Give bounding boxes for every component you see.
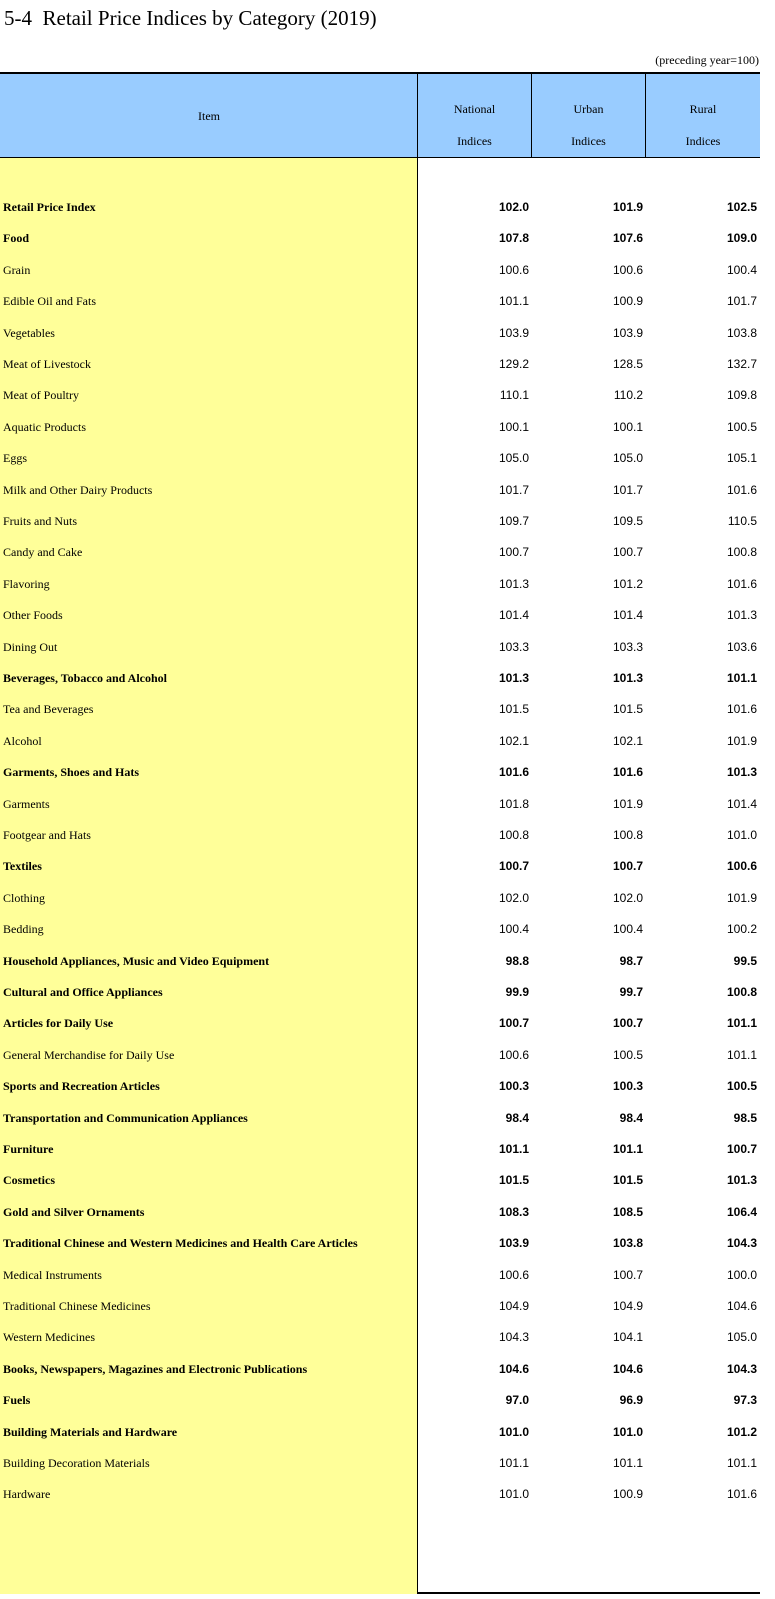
urban-index-cell: 96.9	[619, 1393, 643, 1407]
national-index-cell: 104.3	[498, 1330, 529, 1344]
rural-index-cell: 101.9	[726, 734, 757, 748]
row-label: Bedding	[3, 922, 44, 936]
urban-index-cell: 100.7	[612, 1016, 643, 1030]
header-national-line1: National	[453, 102, 496, 116]
row-label: General Merchandise for Daily Use	[3, 1048, 175, 1062]
table-row	[0, 884, 760, 915]
urban-index-cell: 101.5	[612, 702, 643, 716]
row-label: Textiles	[3, 859, 42, 873]
rural-index-cell: 101.3	[726, 765, 757, 779]
table-row	[0, 790, 760, 821]
row-label: Garments	[3, 797, 50, 811]
rural-index-cell: 110.5	[727, 514, 757, 528]
urban-index-cell: 100.7	[612, 859, 643, 873]
table-row	[0, 381, 760, 412]
row-label: Books, Newspapers, Magazines and Electronic Publications	[3, 1362, 308, 1376]
rural-index-cell: 101.1	[726, 1048, 757, 1062]
row-label: Aquatic Products	[3, 420, 86, 434]
national-index-cell: 101.7	[498, 483, 529, 497]
urban-index-cell: 101.2	[612, 577, 643, 591]
row-label: Milk and Other Dairy Products	[3, 483, 153, 497]
header-rural	[646, 74, 760, 157]
table-row	[0, 821, 760, 852]
table-row	[0, 1418, 760, 1449]
row-label: Meat of Livestock	[3, 357, 91, 371]
row-label: Vegetables	[3, 326, 55, 340]
row-label: Dining Out	[3, 640, 58, 654]
rural-index-cell: 100.2	[726, 922, 757, 936]
urban-index-cell: 105.0	[612, 451, 643, 465]
header-urban-line1: Urban	[573, 102, 604, 116]
national-index-cell: 110.1	[499, 388, 529, 402]
header-national-line2: Indices	[457, 134, 492, 148]
rural-index-cell: 101.2	[726, 1425, 757, 1439]
urban-index-cell: 109.5	[612, 514, 643, 528]
table-row	[0, 444, 760, 475]
rural-index-cell: 101.6	[726, 483, 757, 497]
national-index-cell: 101.0	[498, 1487, 529, 1501]
table-row	[0, 507, 760, 538]
rural-index-cell: 100.8	[726, 545, 757, 559]
table-row	[0, 758, 760, 789]
national-index-cell: 101.3	[498, 671, 529, 685]
national-index-cell: 101.0	[498, 1425, 529, 1439]
urban-index-cell: 100.5	[612, 1048, 643, 1062]
unit-note: (preceding year=100)	[655, 53, 759, 67]
national-index-cell: 104.6	[498, 1362, 529, 1376]
rural-index-cell: 105.0	[726, 1330, 757, 1344]
urban-index-cell: 101.0	[612, 1425, 643, 1439]
row-label: Edible Oil and Fats	[3, 294, 96, 308]
table-row	[0, 633, 760, 664]
table-row	[0, 256, 760, 287]
urban-index-cell: 103.8	[612, 1236, 643, 1250]
urban-index-cell: 104.9	[612, 1299, 643, 1313]
row-label: Sports and Recreation Articles	[3, 1079, 160, 1093]
table-row	[0, 1041, 760, 1072]
table-row	[0, 1135, 760, 1166]
national-index-cell: 98.8	[505, 954, 529, 968]
row-label: Eggs	[3, 451, 27, 465]
table-row	[0, 664, 760, 695]
national-index-cell: 101.5	[498, 702, 529, 716]
rural-index-cell: 104.3	[726, 1362, 757, 1376]
rural-index-cell: 104.3	[726, 1236, 757, 1250]
urban-index-cell: 100.9	[612, 1487, 643, 1501]
urban-index-cell: 100.4	[612, 922, 643, 936]
table-row	[0, 601, 760, 632]
national-index-cell: 129.2	[498, 357, 529, 371]
row-label: Gold and Silver Ornaments	[3, 1205, 145, 1219]
national-index-cell: 100.7	[498, 545, 529, 559]
national-index-cell: 102.0	[498, 200, 529, 214]
row-label: Transportation and Communication Appliances	[3, 1111, 248, 1125]
row-label: Furniture	[3, 1142, 54, 1156]
national-index-cell: 103.9	[498, 1236, 529, 1250]
rural-index-cell: 101.6	[726, 1487, 757, 1501]
row-label: Hardware	[3, 1487, 51, 1501]
urban-index-cell: 110.2	[613, 388, 643, 402]
urban-index-cell: 100.8	[612, 828, 643, 842]
header-item-label: Item	[198, 109, 220, 123]
table-row	[0, 727, 760, 758]
table-row	[0, 1104, 760, 1135]
national-index-cell: 100.1	[498, 420, 529, 434]
row-label: Grain	[3, 263, 31, 277]
national-index-cell: 97.0	[505, 1393, 529, 1407]
rural-index-cell: 100.5	[726, 1079, 757, 1093]
rural-index-cell: 103.8	[726, 326, 757, 340]
urban-index-cell: 100.6	[612, 263, 643, 277]
urban-index-cell: 107.6	[612, 231, 643, 245]
national-index-cell: 101.8	[498, 797, 529, 811]
row-label: Western Medicines	[3, 1330, 96, 1344]
table-row	[0, 224, 760, 255]
national-index-cell: 104.9	[498, 1299, 529, 1313]
row-label: Retail Price Index	[3, 200, 96, 214]
rural-index-cell: 101.4	[726, 797, 757, 811]
national-index-cell: 100.6	[498, 1268, 529, 1282]
rural-index-cell: 100.5	[726, 420, 757, 434]
table-row	[0, 1229, 760, 1260]
urban-index-cell: 104.6	[612, 1362, 643, 1376]
row-label: Cultural and Office Appliances	[3, 985, 163, 999]
row-label: Other Foods	[3, 608, 63, 622]
national-index-cell: 102.1	[498, 734, 529, 748]
urban-index-cell: 101.4	[612, 608, 643, 622]
rural-index-cell: 109.8	[726, 388, 757, 402]
rural-index-cell: 104.6	[726, 1299, 757, 1313]
urban-index-cell: 101.5	[612, 1173, 643, 1187]
rural-index-cell: 99.5	[733, 954, 757, 968]
table-row	[0, 1009, 760, 1040]
row-label: Tea and Beverages	[3, 702, 94, 716]
national-index-cell: 98.4	[505, 1111, 529, 1125]
table-row	[0, 413, 760, 444]
table-row	[0, 852, 760, 883]
table-row	[0, 570, 760, 601]
rural-index-cell: 101.6	[726, 577, 757, 591]
rural-index-cell: 105.1	[726, 451, 757, 465]
national-index-cell: 100.4	[498, 922, 529, 936]
table-row	[0, 1449, 760, 1480]
table-row	[0, 538, 760, 569]
table-row	[0, 287, 760, 318]
rural-index-cell: 132.7	[726, 357, 757, 371]
urban-index-cell: 101.1	[612, 1142, 643, 1156]
urban-index-cell: 101.6	[612, 765, 643, 779]
price-index-table	[0, 72, 760, 1594]
row-label: Alcohol	[3, 734, 42, 748]
rural-index-cell: 101.1	[726, 1456, 757, 1470]
rural-index-cell: 97.3	[733, 1393, 757, 1407]
row-label: Fruits and Nuts	[3, 514, 78, 528]
urban-index-cell: 98.7	[619, 954, 643, 968]
national-index-cell: 101.3	[498, 577, 529, 591]
national-index-cell: 101.1	[498, 294, 529, 308]
header-rural-line2: Indices	[685, 134, 721, 148]
table-row	[0, 1323, 760, 1354]
header-item	[0, 74, 418, 157]
rural-index-cell: 100.0	[726, 1268, 757, 1282]
page-title: 5-4 Retail Price Indices by Category (2019)	[4, 6, 377, 30]
national-index-cell: 100.3	[498, 1079, 529, 1093]
rural-index-cell: 106.4	[726, 1205, 757, 1219]
urban-index-cell: 101.7	[612, 483, 643, 497]
header-national	[418, 74, 532, 157]
row-label: Candy and Cake	[3, 545, 83, 559]
rural-index-cell: 100.8	[726, 985, 757, 999]
rural-index-cell: 101.9	[726, 891, 757, 905]
urban-index-cell: 99.7	[619, 985, 643, 999]
national-index-cell: 101.6	[498, 765, 529, 779]
table-row	[0, 1292, 760, 1323]
urban-index-cell: 100.3	[612, 1079, 643, 1093]
row-label: Building Materials and Hardware	[3, 1425, 178, 1439]
urban-index-cell: 100.1	[612, 420, 643, 434]
rural-index-cell: 101.1	[726, 671, 757, 685]
rural-index-cell: 101.3	[726, 1173, 757, 1187]
table-row	[0, 319, 760, 350]
urban-index-cell: 128.5	[612, 357, 643, 371]
table-row	[0, 1198, 760, 1229]
row-label: Cosmetics	[3, 1173, 55, 1187]
table-row	[0, 1166, 760, 1197]
table-row	[0, 695, 760, 726]
rural-index-cell: 98.5	[733, 1111, 757, 1125]
national-index-cell: 100.7	[498, 859, 529, 873]
urban-index-cell: 100.9	[612, 294, 643, 308]
table-row	[0, 1480, 760, 1511]
row-label: Beverages, Tobacco and Alcohol	[3, 671, 168, 685]
national-index-cell: 100.8	[498, 828, 529, 842]
table-row	[0, 947, 760, 978]
urban-index-cell: 104.1	[612, 1330, 643, 1344]
table-row	[0, 1072, 760, 1103]
row-label: Traditional Chinese and Western Medicines and Health Care Articles	[3, 1236, 358, 1250]
row-label: Fuels	[3, 1393, 31, 1407]
national-index-cell: 99.9	[505, 985, 529, 999]
row-label: Articles for Daily Use	[3, 1016, 114, 1030]
urban-index-cell: 102.1	[612, 734, 643, 748]
table-row	[0, 1261, 760, 1292]
table-row	[0, 915, 760, 946]
rural-index-cell: 109.0	[726, 231, 757, 245]
rural-index-cell: 101.1	[726, 1016, 757, 1030]
row-label: Clothing	[3, 891, 46, 905]
rural-index-cell: 100.6	[726, 859, 757, 873]
urban-index-cell: 103.9	[612, 326, 643, 340]
row-label: Footgear and Hats	[3, 828, 91, 842]
table-row	[0, 350, 760, 381]
table-row	[0, 978, 760, 1009]
row-label: Food	[3, 231, 30, 245]
urban-index-cell: 103.3	[612, 640, 643, 654]
national-index-cell: 100.6	[498, 263, 529, 277]
row-label: Building Decoration Materials	[3, 1456, 150, 1470]
national-index-cell: 101.1	[498, 1142, 529, 1156]
row-label: Flavoring	[3, 577, 50, 591]
header-rural-line1: Rural	[689, 102, 717, 116]
urban-index-cell: 101.9	[612, 797, 643, 811]
urban-index-cell: 108.5	[612, 1205, 643, 1219]
table-row	[0, 193, 760, 224]
table-header	[0, 74, 760, 158]
urban-index-cell: 101.1	[612, 1456, 643, 1470]
national-index-cell: 101.1	[498, 1456, 529, 1470]
urban-index-cell: 100.7	[612, 1268, 643, 1282]
national-index-cell: 103.9	[498, 326, 529, 340]
national-index-cell: 107.8	[498, 231, 529, 245]
national-index-cell: 102.0	[498, 891, 529, 905]
table-row	[0, 476, 760, 507]
urban-index-cell: 101.3	[612, 671, 643, 685]
table-row	[0, 1386, 760, 1417]
rural-index-cell: 101.3	[726, 608, 757, 622]
rural-index-cell: 101.0	[726, 828, 757, 842]
row-label: Household Appliances, Music and Video Equipment	[3, 954, 270, 968]
national-index-cell: 101.4	[498, 608, 529, 622]
header-urban	[532, 74, 646, 157]
rural-index-cell: 103.6	[726, 640, 757, 654]
rural-index-cell: 100.4	[726, 263, 757, 277]
row-label: Traditional Chinese Medicines	[3, 1299, 151, 1313]
national-index-cell: 100.7	[498, 1016, 529, 1030]
national-index-cell: 101.5	[498, 1173, 529, 1187]
row-label: Medical Instruments	[3, 1268, 102, 1282]
rural-index-cell: 102.5	[726, 200, 757, 214]
rural-index-cell: 100.7	[726, 1142, 757, 1156]
national-index-cell: 100.6	[498, 1048, 529, 1062]
urban-index-cell: 100.7	[612, 545, 643, 559]
header-urban-line2: Indices	[571, 134, 606, 148]
row-label: Meat of Poultry	[3, 388, 79, 402]
table-row	[0, 1355, 760, 1386]
urban-index-cell: 101.9	[612, 200, 643, 214]
urban-index-cell: 98.4	[619, 1111, 643, 1125]
national-index-cell: 108.3	[498, 1205, 529, 1219]
rural-index-cell: 101.6	[726, 702, 757, 716]
urban-index-cell: 102.0	[612, 891, 643, 905]
rural-index-cell: 101.7	[726, 294, 757, 308]
national-index-cell: 105.0	[498, 451, 529, 465]
row-label: Garments, Shoes and Hats	[3, 765, 140, 779]
national-index-cell: 103.3	[498, 640, 529, 654]
national-index-cell: 109.7	[498, 514, 529, 528]
